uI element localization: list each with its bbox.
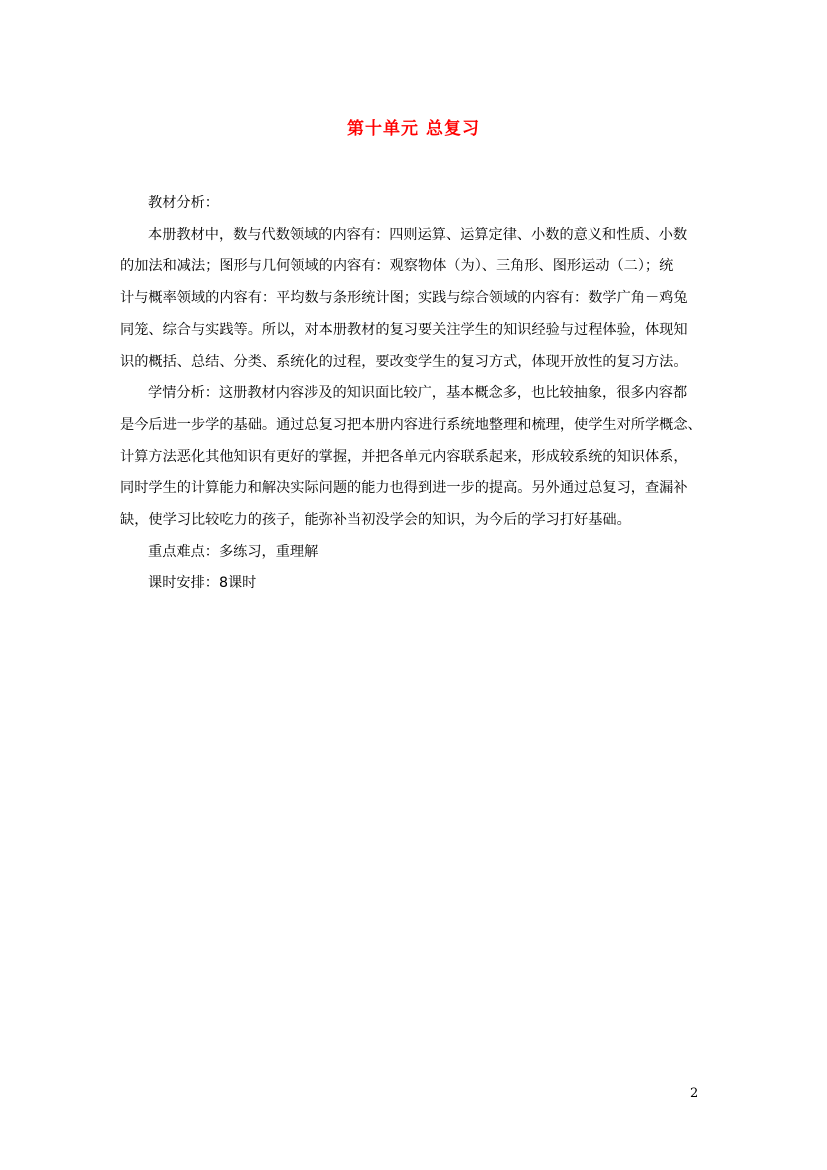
paragraph-student-analysis [120, 378, 706, 537]
paragraph-line: 同笼、综合与实践等。所以，对本册教材的复习要关注学生的知识经验与过程体验，体现知 [120, 321, 688, 338]
paragraph-line: 计算方法恶化其他知识有更好的掌握，并把各单元内容联系起来，形成较系统的知识体系， [120, 448, 688, 465]
paragraph-line: 学情分析：这册教材内容涉及的知识面比较广，基本概念多，也比较抽象，很多内容都 [148, 385, 688, 402]
paragraph-line: 的加法和减法；图形与几何领域的内容有：观察物体（为）、三角形、图形运动（二）；统 [120, 258, 674, 275]
paragraph-line: 本册教材中，数与代数领域的内容有：四则运算、运算定律、小数的意义和性质、小数 [148, 226, 688, 243]
paragraph-line: 缺，使学习比较吃力的孩子，能弥补当初没学会的知识，为今后的学习打好基础。 [120, 512, 631, 529]
paragraph-line: 计与概率领域的内容有：平均数与条形统计图；实践与综合领域的内容有：数学广角－鸡兔 [120, 290, 688, 307]
paragraph-line: 识的概括、总结、分类、系统化的过程，要改变学生的复习方式，体现开放性的复习方法。 [120, 353, 688, 370]
key-points-line: 重点难点：多练习，重理解 [148, 543, 319, 560]
document-body [120, 188, 706, 600]
paragraph-line: 是今后进一步学的基础。通过总复习把本册内容进行系统地整理和梳理，使学生对所学概念、 [120, 416, 702, 433]
paragraph-line: 同时学生的计算能力和解决实际问题的能力也得到进一步的提高。另外通过总复习，查漏补 [120, 480, 688, 497]
heading-textbook-analysis: 教材分析： [148, 195, 219, 211]
page-number: 2 [690, 1086, 699, 1101]
schedule-line: 课时安排：8课时 [148, 575, 257, 592]
paragraph-textbook-content [120, 220, 706, 379]
document-title: 第十单元 总复习 [347, 119, 480, 139]
